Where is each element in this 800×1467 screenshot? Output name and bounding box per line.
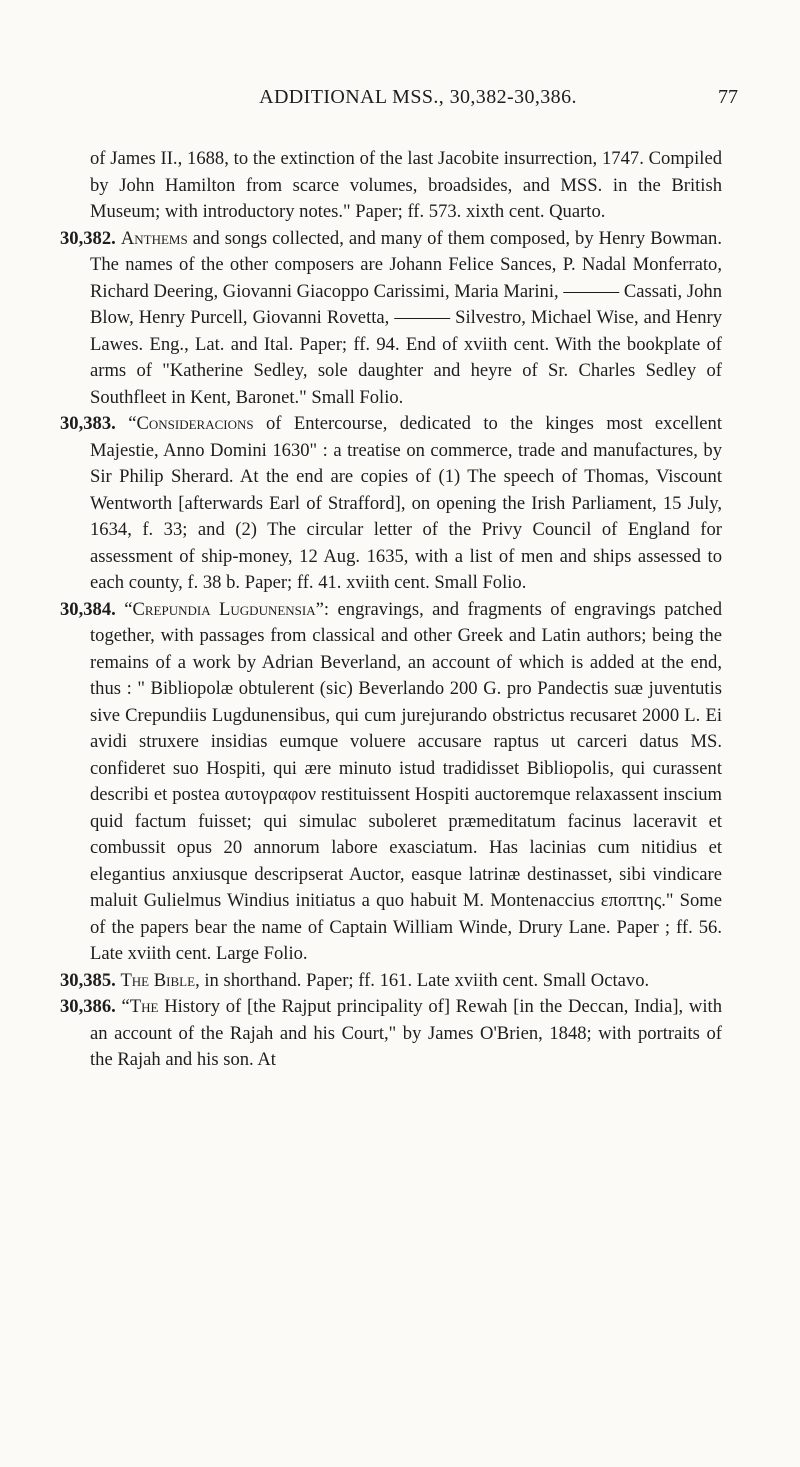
entry-text: : engravings, and fragments of engravings patched together, with passages from classical and other Greek and Latin authors; being the remains of a work by Adrian Beverland, an account of which is added at the end, thus : " Bibliopolæ obtulerent (sic) Beverlando 200 G. pro Pandectis suæ juventutis sive Crepundiis Lugdunensibus, qui cum jurejurando obstrictus recusaret 2000 L. Ei avidi struxere insidias eumque voluere accusare raptus ut carceri datus MS. confideret suo Hospiti, qui ære minuto istud tradidisset Bibliopolis, qui curassent describi et postea αυτογραφον restituissent Hospiti auctoremque relaxassent inscium quid factum fuisset; qui simulac suboleret præmeditatum facinus laceravit et combussit opus 20 annorum labore exasciatum. Has lacinias cum nitidius et elegantius anxiusque descripserat Auctor, easque latrinæ destinasset, sibi vindicare maluit Gulielmus Windius initiatus a quo habuit M. Montenaccius εποπτης." Some of the papers bear the name of Captain William Winde, Drury Lane. Paper ; ff. 56. Late xviith cent. Large Folio. (90, 598, 723, 964)
page-number: 77 (718, 86, 738, 108)
entry-30382 (60, 226, 722, 412)
entry-number: 30,385. (60, 969, 116, 991)
entry-lead: “Crepundia Lugdunensia” (124, 598, 324, 620)
entry-30385 (60, 968, 722, 995)
entry-text: History of [the Rajput principality of] Rewah [in the Deccan, India], with an account of the Rajah and his Court," by James O'Brien, 1848; with portraits of the Rajah and his son. At (90, 996, 722, 1070)
entry-number: 30,382. (60, 227, 116, 249)
entry-text: of Entercourse, dedicated to the kinges most excellent Majestie, Anno Domini 1630" : a treatise on commerce, trade and manufactures, by Sir Philip Sherard. At the end are copies of (1) The speech of Thomas, Viscount Wentworth [afterwards Earl of Strafford], on opening the Irish Parliament, 15 July, 1634, f. 33; and (2) The circular letter of the Privy Council of England for assessment of ship-money, 12 Aug. 1635, with a list of men and ships assessed to each county, f. 38 b. Paper; ff. 41. xviith cent. Small Folio. (90, 413, 723, 593)
entry-text: and songs collected, and many of them composed, by Henry Bowman. The names of the other composers are Johann Felice Sances, P. Nadal Monferrato, Richard Deering, Giovanni Giacoppo Carissimi, Maria Marini, ——— Cassati, John Blow, Henry Purcell, Giovanni Rovetta, ——— Silvestro, Michael Wise, and Henry Lawes. Eng., Lat. and Ital. Paper; ff. 94. End of xviith cent. With the bookplate of arms of "Katherine Sedley, sole daughter and heyre of Sr. Charles Sedley of Southfleet in Kent, Baronet." Small Folio. (90, 227, 722, 408)
entry-lead: “Consideracions (128, 413, 254, 434)
entry-30383 (60, 411, 722, 597)
entry-30386 (60, 994, 722, 1074)
entry-continuation (60, 146, 722, 226)
catalogue-text (60, 146, 722, 1074)
entry-lead: Anthems (120, 227, 188, 249)
entry-number: 30,383. (60, 413, 116, 434)
entry-number: 30,384. (60, 598, 116, 620)
page-title: ADDITIONAL MSS., 30,382-30,386. (259, 86, 577, 108)
entry-30384 (60, 597, 722, 968)
entry-text: of James II., 1688, to the extinction of the last Jacobite insurrection, 1747. Compiled by John Hamilton from scarce volumes, broadsides, and MSS. in the British Museum; with introductory notes." Paper; ff. 573. xixth cent. Quarto. (90, 148, 722, 222)
entry-number: 30,386. (60, 996, 116, 1017)
running-head (98, 86, 738, 116)
entry-lead: “The (121, 996, 159, 1017)
entry-text: , in shorthand. Paper; ff. 161. Late xviith cent. Small Octavo. (195, 969, 650, 991)
entry-lead: The Bible (120, 969, 196, 991)
